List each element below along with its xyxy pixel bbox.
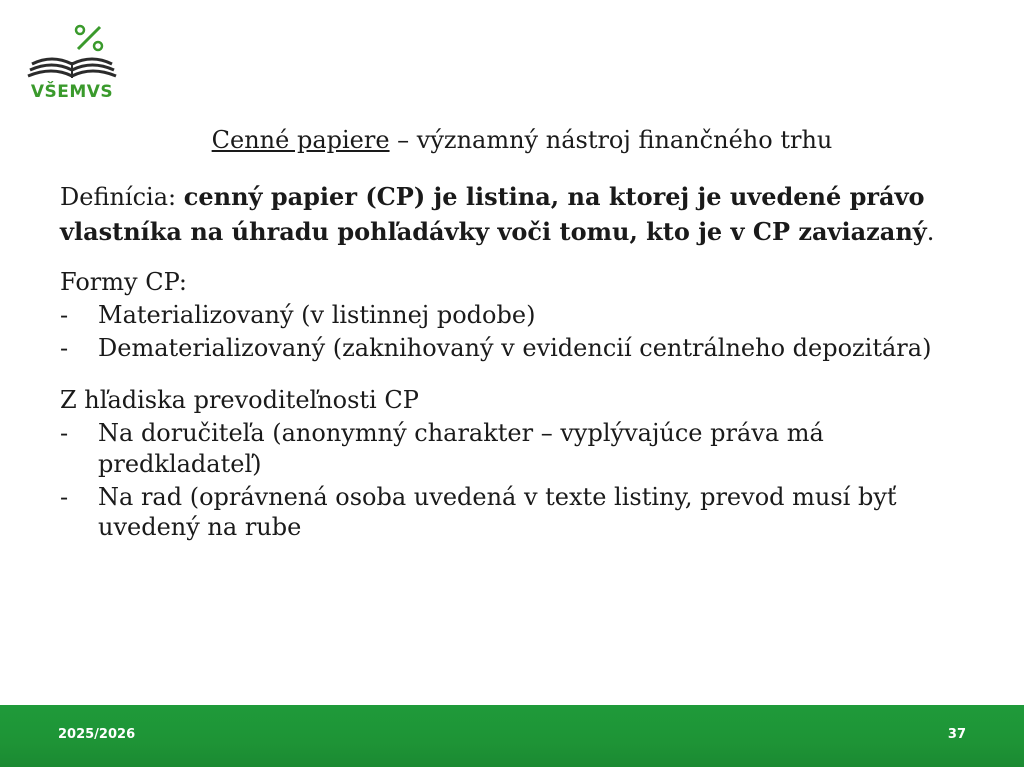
logo-text: VŠEMVS: [30, 82, 114, 102]
bullet-dash: -: [60, 333, 69, 362]
bullet-dash: -: [60, 301, 69, 330]
bullet-dash: -: [60, 419, 69, 448]
list-item: [60, 300, 960, 331]
list-item: [60, 418, 960, 479]
list-item: [60, 482, 960, 543]
list-item: [60, 333, 960, 364]
list-item-text: Na rad (oprávnená osoba uvedená v texte listiny, prevod musí byť uvedený na rube: [98, 482, 897, 542]
footer-bar: [0, 705, 1024, 767]
bullet-dash: -: [60, 482, 69, 511]
list-item-text: Na doručiteľa (anonymný charakter – vyplývajúce práva má predkladateľ): [98, 419, 824, 478]
title-underlined: Cenné papiere: [211, 126, 390, 154]
footer-year: 2025/2026: [58, 727, 136, 742]
transferability-heading: Z hľadiska prevoditeľnosti CP: [60, 386, 419, 415]
slide-content: [60, 125, 960, 565]
list-item-text: Materializovaný (v listinnej podobe): [98, 301, 536, 330]
list-item-text: Dematerializovaný (zaknihovaný v evidencií centrálneho depozitára): [98, 333, 932, 362]
definition-text: cenný papier (CP) je listina, na ktorej je uvedené právo vlastníka na úhradu pohľadávky voči tomu, kto je v CP zaviazaný: [60, 181, 927, 246]
book-percent-icon: [26, 24, 118, 84]
definition-label: Definícia:: [60, 182, 184, 211]
page-number: 37: [947, 727, 966, 742]
slide-title: [60, 125, 960, 156]
transferability-section: [60, 385, 960, 543]
forms-section: [60, 267, 960, 363]
title-rest: – významný nástroj finančného trhu: [389, 126, 833, 154]
logo: [26, 24, 118, 106]
definition-paragraph: [60, 180, 960, 250]
definition-end: .: [926, 217, 935, 246]
forms-heading: Formy CP:: [60, 268, 187, 297]
